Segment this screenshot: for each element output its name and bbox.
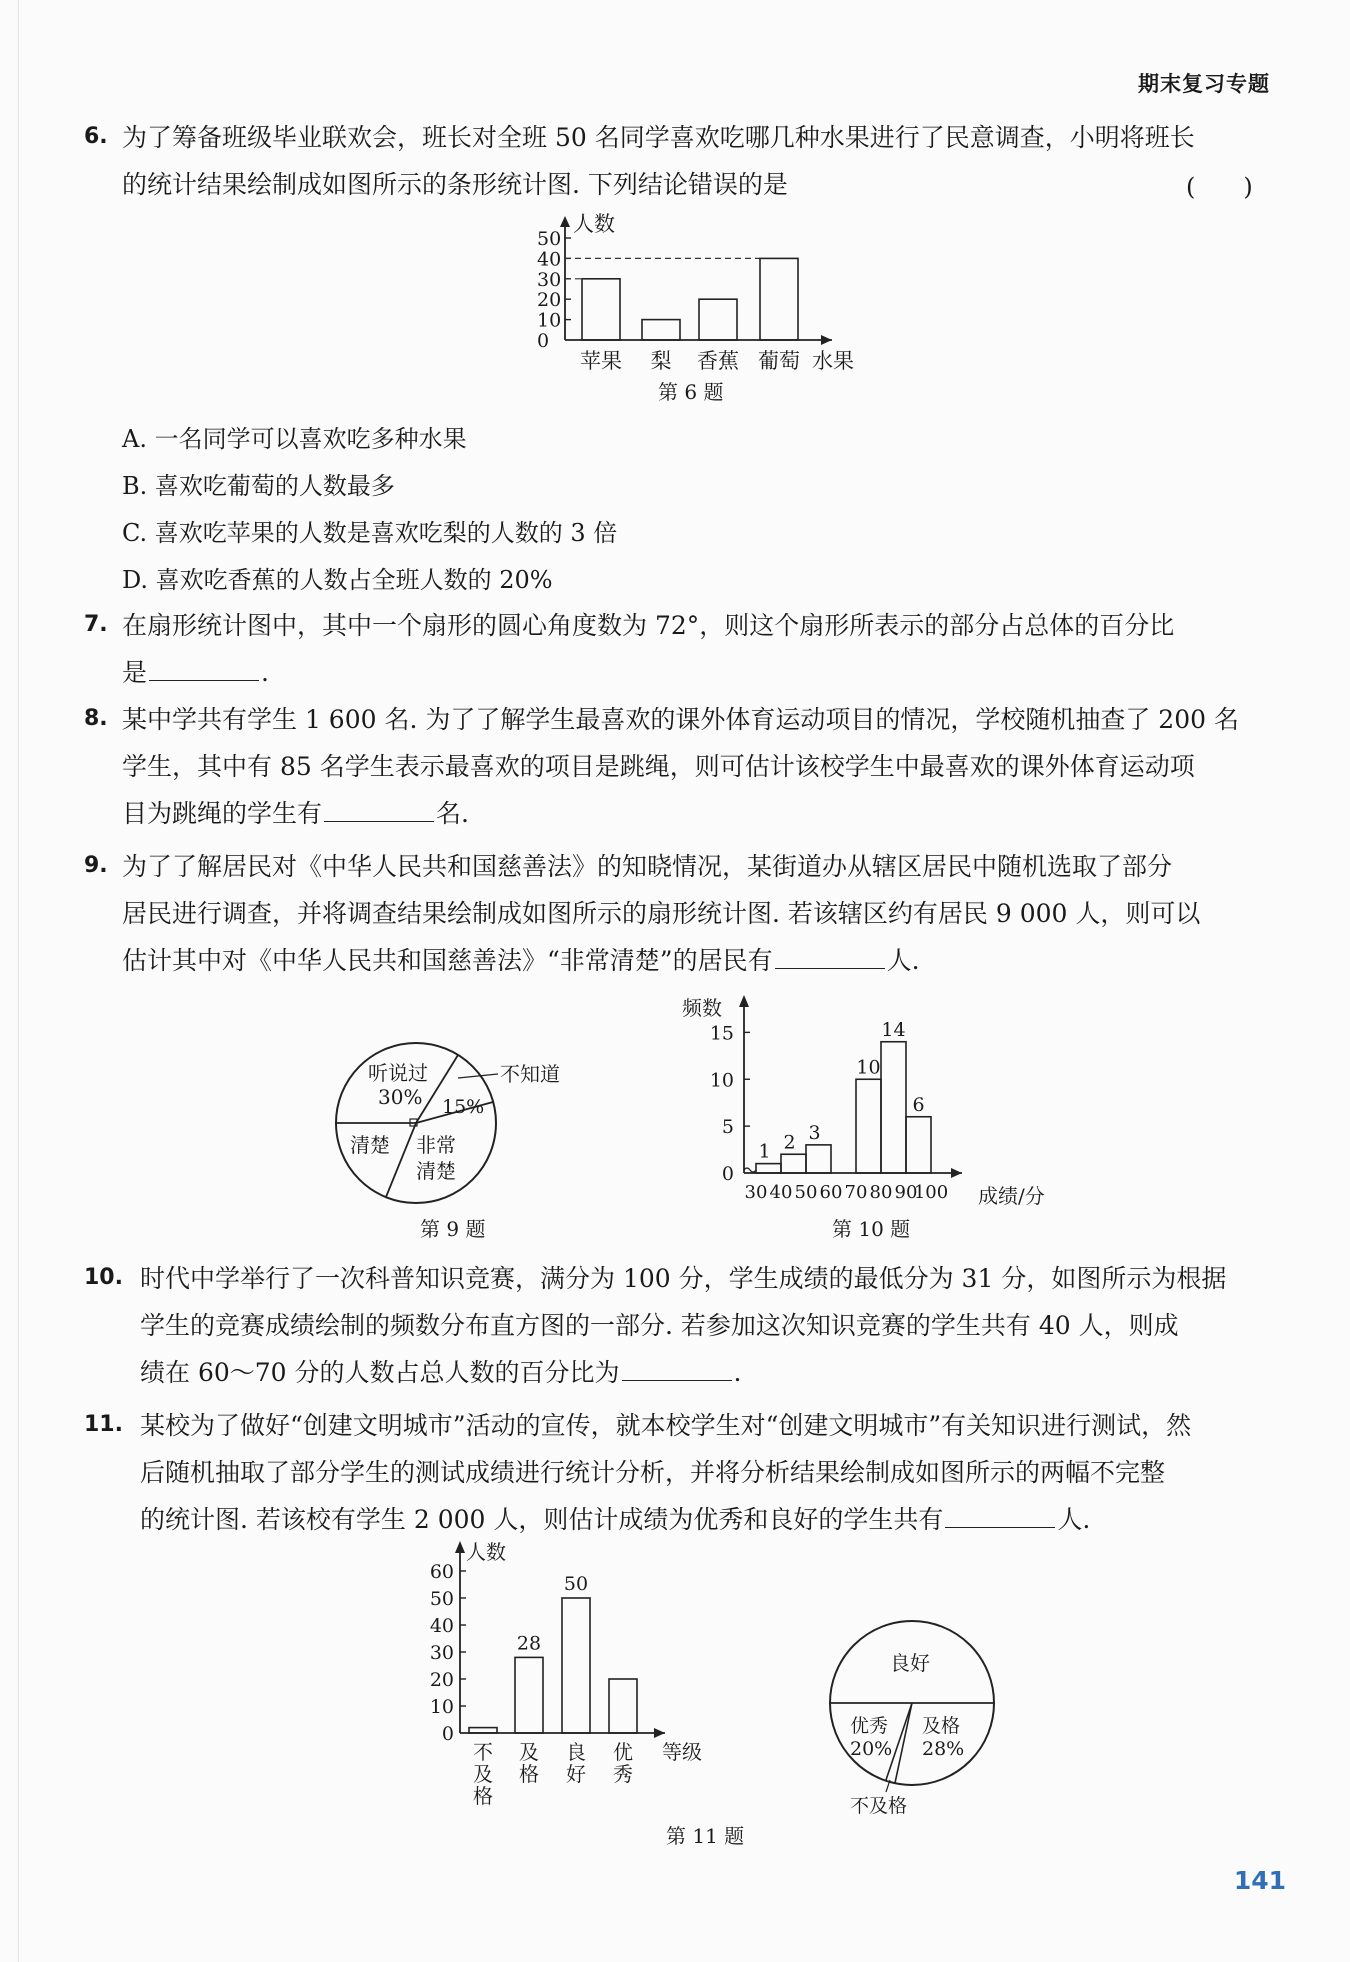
q7-line1: 在扇形统计图中，其中一个扇形的圆心角度数为 72°，则这个扇形所表示的部分占总体的百分比 bbox=[122, 611, 1175, 640]
q11-y-tick-40: 40 bbox=[429, 1615, 454, 1637]
q11-y-tick-10: 10 bbox=[429, 1696, 454, 1718]
q6-option-d: D. 喜欢吃香蕉的人数占全班人数的 20% bbox=[122, 566, 553, 594]
q6-number: 6. bbox=[84, 124, 108, 149]
q10-x-axis-arrow bbox=[951, 1168, 962, 1178]
q9-leader-line bbox=[458, 1074, 498, 1078]
q6-line2: 的统计结果绘制成如图所示的条形统计图. 下列结论错误的是 bbox=[122, 170, 788, 199]
q9-label-very-clear-2: 清楚 bbox=[416, 1159, 456, 1183]
q10-line3-end: . bbox=[733, 1358, 742, 1387]
q8-line3-start: 目为跳绳的学生有 bbox=[122, 799, 323, 828]
q11-x-tick-1-char-0: 及 bbox=[519, 1740, 539, 1764]
q10-bar-4 bbox=[856, 1079, 881, 1173]
q10-data-label-1: 2 bbox=[783, 1131, 796, 1154]
q11-bar-3 bbox=[609, 1679, 637, 1733]
q6-bar-1 bbox=[642, 320, 680, 340]
q6-x-tick-3: 葡萄 bbox=[758, 349, 800, 373]
q8-line3-end: 名. bbox=[436, 799, 469, 828]
q11-pie-pct-pass: 28% bbox=[922, 1738, 965, 1760]
q10-x-tick-70: 70 bbox=[844, 1182, 868, 1203]
q11-slice-boundary-3 bbox=[895, 1703, 912, 1783]
q10-line3 bbox=[140, 1353, 741, 1389]
q8-line1: 某中学共有学生 1 600 名. 为了了解学生最喜欢的课外体育运动项目的情况，学校随机抽查了 200 名 bbox=[122, 705, 1239, 734]
q11-number: 11. bbox=[84, 1412, 123, 1437]
q10-number: 10. bbox=[84, 1265, 123, 1290]
q10-caption: 第 10 题 bbox=[832, 1217, 911, 1241]
q11-line3-end: 人. bbox=[1057, 1505, 1091, 1534]
q11-y-axis-arrow bbox=[455, 1541, 465, 1553]
q6-y-tick-40: 40 bbox=[537, 248, 562, 271]
q10-x-tick-50: 50 bbox=[794, 1182, 818, 1203]
q9-label-heard: 听说过 bbox=[368, 1061, 428, 1085]
q6-caption: 第 6 题 bbox=[658, 380, 724, 404]
q8-line2: 学生，其中有 85 名学生表示最喜欢的项目是跳绳，则可估计该校学生中最喜欢的课外体育运动项 bbox=[122, 752, 1195, 781]
q9-line3-start: 估计其中对《中华人民共和国慈善法》“非常清楚”的居民有 bbox=[122, 946, 773, 975]
q11-data-label-2: 50 bbox=[563, 1573, 589, 1595]
q10-bar-6 bbox=[906, 1117, 931, 1173]
page-number: 141 bbox=[1233, 1866, 1286, 1895]
q11-y-label: 人数 bbox=[466, 1540, 506, 1564]
q6-y-tick-10: 10 bbox=[537, 309, 562, 332]
q11-bar-1 bbox=[515, 1657, 543, 1733]
q11-y-tick-50: 50 bbox=[429, 1588, 454, 1610]
q10-x-tick-60: 60 bbox=[819, 1182, 843, 1203]
q11-x-tick-1-char-1: 格 bbox=[519, 1762, 539, 1786]
q8-number: 8. bbox=[84, 706, 108, 731]
q9-line3-end: 人. bbox=[886, 946, 920, 975]
q10-data-label-5: 14 bbox=[881, 1018, 906, 1041]
page-edge bbox=[18, 0, 19, 1962]
q11-y-tick-20: 20 bbox=[429, 1669, 454, 1691]
q11-y-tick-60: 60 bbox=[429, 1561, 454, 1583]
q6-y-tick-50: 50 bbox=[537, 228, 562, 250]
q10-answer-blank[interactable] bbox=[622, 1356, 732, 1381]
q10-x-tick-30: 30 bbox=[744, 1182, 768, 1203]
q11-pie-label-fail: 不及格 bbox=[850, 1795, 908, 1817]
q6-line1: 为了筹备班级毕业联欢会，班长对全班 50 名同学喜欢吃哪几种水果进行了民意调查，小明将班长 bbox=[122, 123, 1195, 152]
q11-pie-label-excellent: 优秀 bbox=[850, 1715, 889, 1737]
q6-y-tick-20: 20 bbox=[537, 289, 562, 312]
q10-y-tick-15: 15 bbox=[709, 1022, 734, 1045]
q11-x-tick-2-char-0: 良 bbox=[566, 1740, 586, 1764]
q6-x-axis-arrow bbox=[821, 335, 832, 345]
q7-line2 bbox=[122, 653, 269, 689]
q11-line2: 后随机抽取了部分学生的测试成绩进行统计分析，并将分析结果绘制成如图所示的两幅不完整 bbox=[140, 1458, 1166, 1487]
q10-data-label-2: 3 bbox=[808, 1121, 821, 1144]
q11-answer-blank[interactable] bbox=[945, 1503, 1055, 1528]
q8-answer-blank[interactable] bbox=[324, 797, 434, 822]
q6-x-tick-1: 梨 bbox=[650, 349, 672, 373]
q6-x-tick-0: 苹果 bbox=[580, 349, 622, 373]
q9-pct-unknown: 15% bbox=[442, 1096, 485, 1118]
q10-y-tick-0: 0 bbox=[721, 1163, 734, 1185]
section-header: 期末复习专题 bbox=[1138, 72, 1270, 96]
q11-y-tick-0: 0 bbox=[441, 1723, 454, 1745]
q11-data-label-1: 28 bbox=[516, 1632, 542, 1655]
q11-y-tick-30: 30 bbox=[429, 1642, 454, 1664]
q10-data-label-4: 10 bbox=[856, 1056, 881, 1079]
q9-pct-heard: 30% bbox=[378, 1085, 423, 1109]
q11-line3-start: 的统计图. 若该校有学生 2 000 人，则估计成绩为优秀和良好的学生共有 bbox=[140, 1505, 944, 1534]
q11-bar-chart bbox=[400, 1535, 720, 1825]
q6-bar-0 bbox=[582, 279, 620, 340]
q6-bar-3 bbox=[760, 258, 798, 340]
q10-bar-2 bbox=[806, 1145, 831, 1173]
q10-histogram bbox=[672, 985, 1082, 1220]
q9-number: 9. bbox=[84, 853, 108, 878]
q9-label-unknown: 不知道 bbox=[500, 1062, 560, 1086]
q7-number: 7. bbox=[84, 612, 108, 637]
q6-bar-2 bbox=[699, 299, 737, 340]
q10-bar-1 bbox=[781, 1154, 806, 1173]
q6-option-b: B. 喜欢吃葡萄的人数最多 bbox=[122, 472, 395, 500]
q10-x-tick-80: 80 bbox=[869, 1182, 893, 1203]
q7-line2-end: . bbox=[261, 658, 269, 687]
q11-pie-label-good: 良好 bbox=[890, 1651, 930, 1675]
q11-x-tick-2-char-1: 好 bbox=[566, 1762, 586, 1786]
q10-y-axis-arrow bbox=[739, 995, 749, 1007]
q6-bar-chart bbox=[520, 208, 870, 378]
q11-pie-label-pass: 及格 bbox=[922, 1715, 961, 1737]
q9-line3 bbox=[122, 941, 920, 977]
q10-bar-0 bbox=[756, 1164, 781, 1173]
q9-line1: 为了了解居民对《中华人民共和国慈善法》的知晓情况，某街道办从辖区居民中随机选取了部分 bbox=[122, 852, 1173, 881]
q7-line2-start: 是 bbox=[122, 658, 148, 687]
q10-data-label-0: 1 bbox=[758, 1140, 771, 1163]
q10-line3-start: 绩在 60～70 分的人数占总人数的百分比为 bbox=[140, 1358, 620, 1387]
q10-axis-break bbox=[744, 1168, 756, 1172]
q10-y-tick-10: 10 bbox=[709, 1069, 734, 1092]
q11-x-tick-3-char-1: 秀 bbox=[613, 1762, 633, 1786]
q11-x-tick-0-char-1: 及 bbox=[473, 1762, 493, 1786]
q6-y-tick-0: 0 bbox=[537, 330, 550, 352]
q10-y-tick-5: 5 bbox=[721, 1116, 734, 1139]
q6-answer-paren: ( ) bbox=[1186, 173, 1253, 201]
q6-y-axis-arrow bbox=[560, 216, 570, 227]
q9-answer-blank[interactable] bbox=[775, 944, 885, 969]
q11-line3 bbox=[140, 1500, 1090, 1536]
q9-pie-chart bbox=[330, 1040, 590, 1210]
q10-x-tick-90: 90 bbox=[894, 1182, 918, 1203]
q10-line1: 时代中学举行了一次科普知识竞赛，满分为 100 分，学生成绩的最低分为 31 分，如图所示为根据 bbox=[140, 1264, 1227, 1293]
q9-line2: 居民进行调查，并将调查结果绘制成如图所示的扇形统计图. 若该辖区约有居民 9 000 人，则可以 bbox=[122, 899, 1201, 928]
q11-pie-pct-excellent: 20% bbox=[850, 1738, 893, 1760]
q6-y-label: 人数 bbox=[573, 212, 615, 236]
q11-x-label: 等级 bbox=[662, 1740, 702, 1764]
q6-x-tick-2: 香蕉 bbox=[697, 349, 739, 373]
q11-x-axis-arrow bbox=[654, 1728, 665, 1738]
q6-x-label: 水果 bbox=[812, 349, 854, 373]
q9-caption: 第 9 题 bbox=[420, 1217, 486, 1241]
q11-caption: 第 11 题 bbox=[666, 1824, 745, 1848]
q10-bar-5 bbox=[881, 1042, 906, 1173]
q11-x-tick-0-char-0: 不 bbox=[473, 1740, 493, 1764]
q9-label-very-clear-1: 非常 bbox=[416, 1133, 456, 1157]
q10-data-label-6: 6 bbox=[912, 1093, 925, 1116]
q10-x-tick-100: 100 bbox=[913, 1182, 949, 1203]
q7-answer-blank[interactable] bbox=[149, 656, 259, 681]
q6-option-c: C. 喜欢吃苹果的人数是喜欢吃梨的人数的 3 倍 bbox=[122, 519, 618, 547]
q8-line3 bbox=[122, 794, 469, 830]
q10-y-label: 频数 bbox=[682, 996, 722, 1020]
q11-bar-2 bbox=[562, 1598, 590, 1733]
q11-x-tick-0-char-2: 格 bbox=[473, 1784, 493, 1808]
q10-x-tick-40: 40 bbox=[769, 1182, 793, 1203]
q6-option-a: A. 一名同学可以喜欢吃多种水果 bbox=[122, 425, 467, 453]
q10-x-label: 成绩/分 bbox=[978, 1184, 1045, 1208]
q11-line1: 某校为了做好“创建文明城市”活动的宣传，就本校学生对“创建文明城市”有关知识进行测试，然 bbox=[140, 1411, 1192, 1440]
q6-y-tick-30: 30 bbox=[537, 268, 562, 291]
q9-slice-boundary-4 bbox=[386, 1123, 416, 1197]
q11-pie-chart bbox=[820, 1620, 1020, 1820]
q9-label-clear: 清楚 bbox=[350, 1133, 390, 1157]
q10-line2: 学生的竞赛成绩绘制的频数分布直方图的一部分. 若参加这次知识竞赛的学生共有 40 人，则成 bbox=[140, 1311, 1179, 1340]
q11-x-tick-3-char-0: 优 bbox=[613, 1740, 633, 1764]
